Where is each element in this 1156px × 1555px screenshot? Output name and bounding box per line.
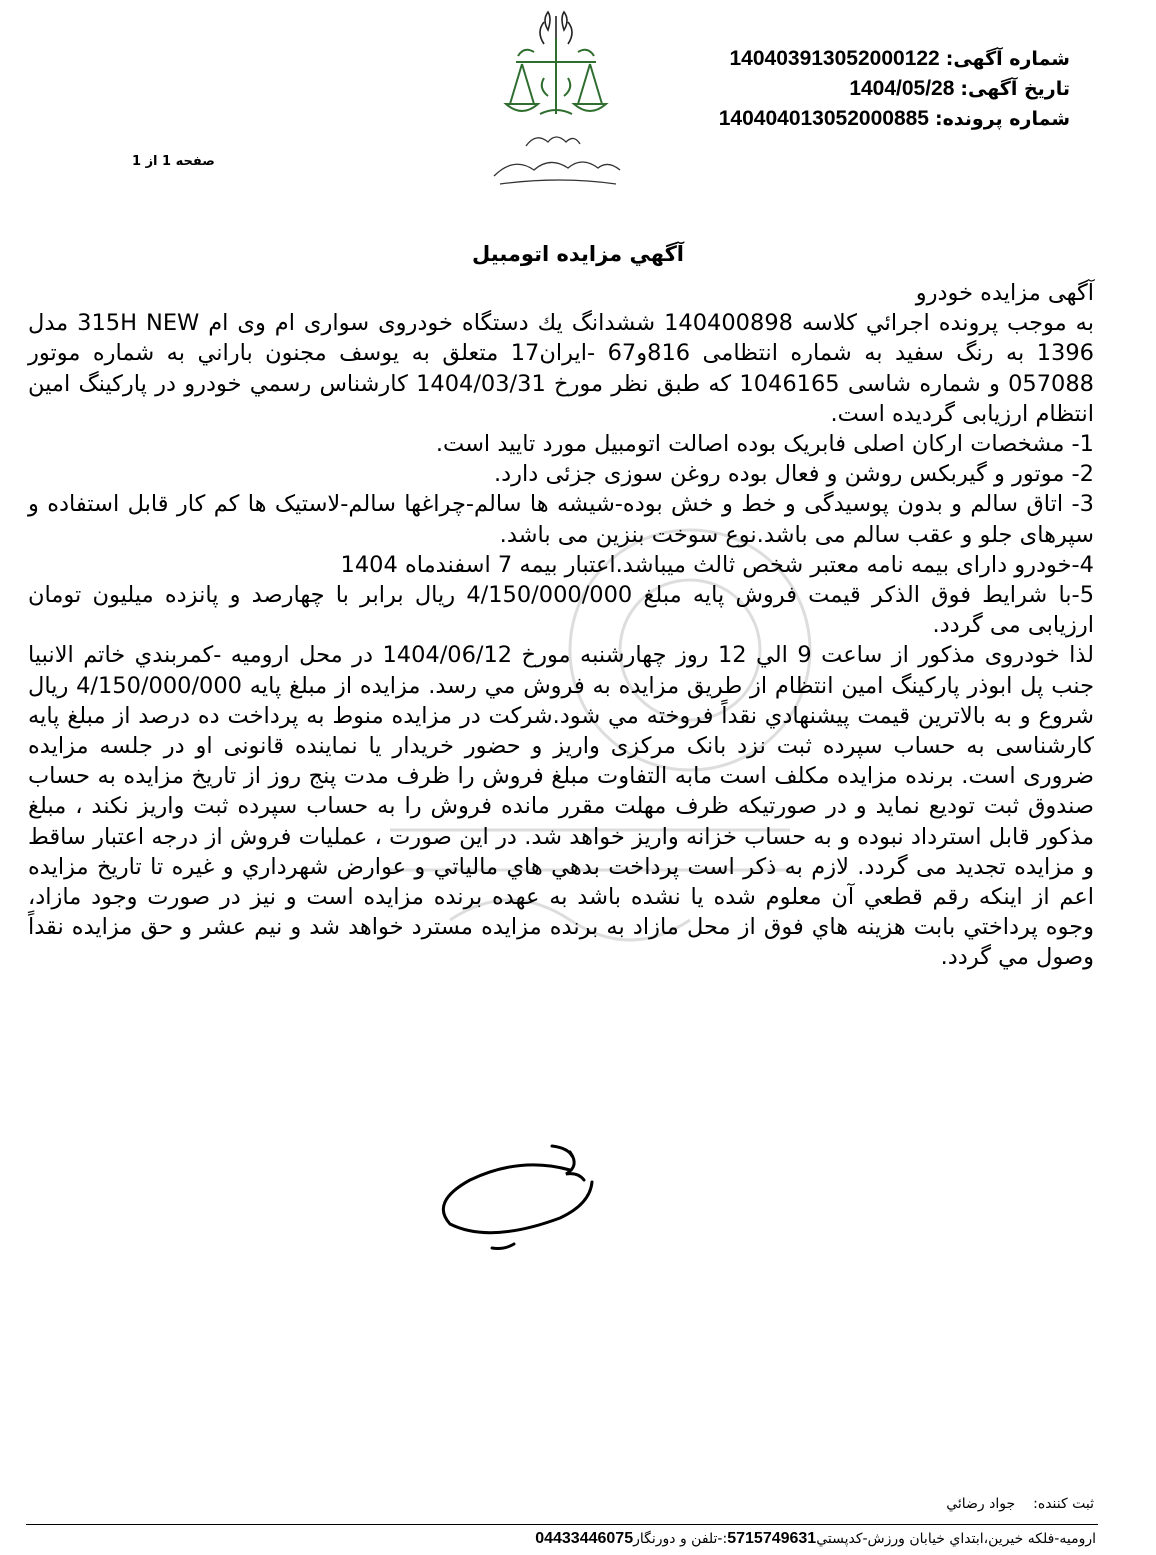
notice-date-value: 1404/05/28 (849, 77, 955, 100)
phone-number: 04433446075 (535, 1530, 634, 1547)
handwritten-signature (420, 1140, 620, 1270)
case-number-line (719, 107, 1070, 131)
address-text: اروميه-فلكه خيرين،ابتداي خيابان ورزش-كدپستي (816, 1531, 1096, 1547)
body-item-3: 3- اتاق سالم و بدون پوسیدگی و خط و خش بوده-شیشه ها سالم-چراغها سالم-لاستیک ها کم کار قابل استفاده و سپرهای جلو و عقب سالم می باشد.نوع سوخت بنزین می باشد. (28, 491, 1094, 548)
postal-code: 5715749631 (727, 1530, 817, 1547)
case-number-value: 140404013052000885 (718, 107, 929, 130)
body-item-5: 5-با شرایط فوق الذکر قیمت فروش پایه مبلغ 4/150/000/000 ریال برابر با چهارصد و پانزده میلیون تومان ارزیابی می گردد. (28, 582, 1095, 639)
registrar-label: ثبت کننده: (1033, 1496, 1094, 1512)
body-heading: آگهی مزایده خودرو (915, 280, 1094, 306)
judiciary-emblem-logo (486, 8, 626, 193)
footer-address-line (535, 1530, 1096, 1548)
body-item-1: 1- مشخصات ارکان اصلی فابریک بوده اصالت اتومبیل مورد تایید است. (435, 431, 1094, 458)
notice-number-line (730, 47, 1071, 71)
notice-date-line (849, 77, 1070, 101)
page-title: آگهي مزايده اتومبيل (472, 242, 684, 266)
page-indicator: صفحه 1 از 1 (132, 154, 215, 169)
body-conditions: لذا خودروی مذکور از ساعت 9 الي 12 روز چهارشنبه مورخ 1404/06/12 در محل ارومیه -کمربندي خاتم الانبیا جنب پل ابوذر پارکینگ امین انتظام از طريق مزايده به فروش مي رسد. مزايده از مبلغ پايه 4/150/000/000 ريال شروع و به بالاترين قيمت پيشنهادي نقداً فروخته مي شود.شرکت در مزایده منوط به پرداخت ده درصد از مبلغ پایه کارشناسی به حساب سپرده ثبت نزد بانک مرکزی واریز و حضور خریدار یا نماینده قانونی او در جلسه مزایده ضروری است. برنده مزایده مکلف است مابه التفاوت مبلغ فروش را ظرف مدت پنج روز از تاریخ مزایده به حساب صندوق ثبت تودیع نماید و در صورتیکه ظرف مهلت مقرر مانده فروش را به حساب سپرده ثبت واریز نکند ، مبلغ مذکور قابل استرداد نبوده و به حساب خزانه واریز خواهد شد. در این صورت ، عملیات فروش از درجه اعتبار ساقط و مزایده تجدید می گردد. لازم به ذکر است پرداخت بدهي هاي مالياتي و عوارض شهرداري و غيره تا تاريخ مزايده اعم از اينكه رقم قطعي آن معلوم شده يا نشده باشد به عهده برنده مزايده است و نيز در صورت وجود مازاد، وجوه پرداختي بابت هزينه هاي فوق از محل مازاد به برنده مزايده مسترد خواهد شد و نيم عشر و حق مزايده نقداً وصول مي گردد. (28, 642, 1095, 971)
phone-label: :-تلفن و دورنگار (633, 1531, 728, 1547)
registrar-line (946, 1496, 1094, 1512)
notice-number-label: شماره آگهی: (945, 48, 1070, 70)
notice-date-label: تاريخ آگهی: (960, 78, 1070, 100)
case-number-label: شماره پرونده: (934, 108, 1070, 130)
body-item-4: 4-خودرو دارای بیمه نامه معتبر شخص ثالث میباشد.اعتبار بیمه 7 اسفندماه 1404 (340, 551, 1094, 578)
body-item-2: 2- موتور و گیربکس روشن و فعال بوده روغن سوزی جزئی دارد. (493, 461, 1094, 488)
footer-divider (26, 1524, 1098, 1525)
registrar-name: جواد رضائي (946, 1496, 1016, 1512)
notice-body (28, 278, 1094, 973)
body-intro: به موجب پرونده اجرائي كلاسه 140400898 ششدانگ یك دستگاه خودروی سواری ام وی ام 315H NEW مدل 1396 به رنگ سفید به شماره انتظامی 816و67 -ایران17 متعلق به یوسف مجنون باراني به شماره موتور 057088 و شماره شاسی 1046165 که طبق نظر مورخ 1404/03/31 کارشناس رسمي خودرو در پارکینگ امین انتظام ارزیابی گردیده است. (28, 310, 1094, 427)
notice-number-value: 140403913052000122 (729, 47, 940, 70)
